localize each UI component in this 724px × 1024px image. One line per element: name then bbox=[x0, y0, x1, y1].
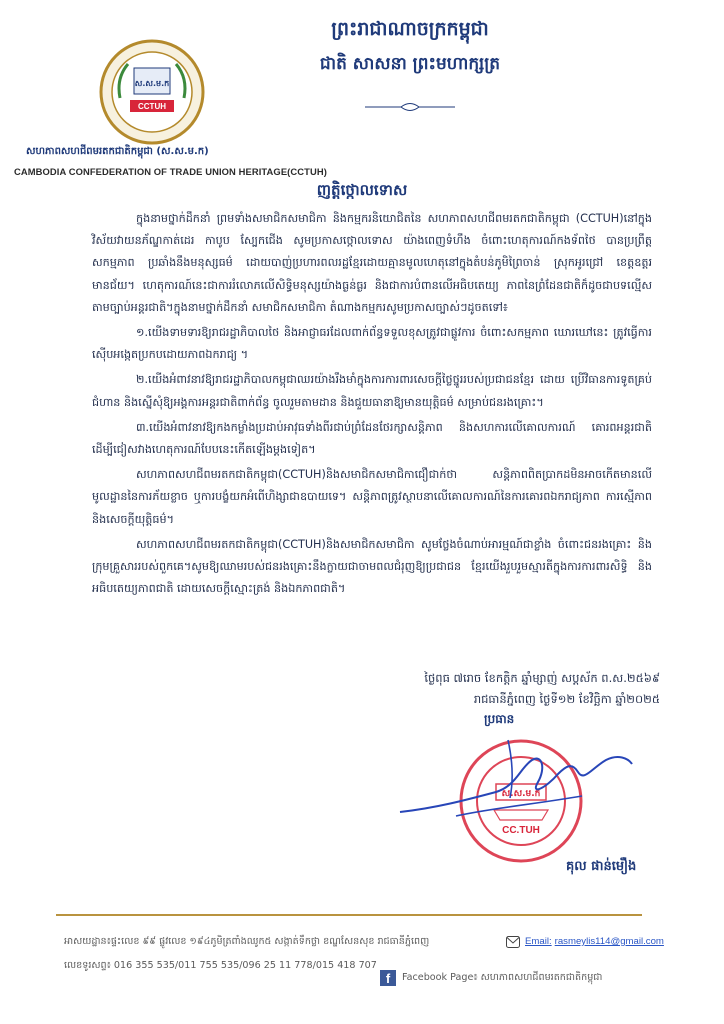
cctuh-logo-icon bbox=[98, 38, 206, 146]
email-link[interactable]: rasmeylis114@gmail.com bbox=[554, 936, 664, 947]
facebook-page-name: សហភាពសហជីពមរតកជាតិកម្ពុជា bbox=[480, 972, 603, 983]
paragraph-demand-1: ១.យើងទាមទារឱ្យរាជរដ្ឋាភិបាលថៃ និងអាជ្ញាធរដែលពាក់ព័ន្ធទទួលខុសត្រូវជាផ្លូវការ ចំពោះសកម្មភាព ឃោរឃៅនេះ ត្រូវធ្វើការស៊ើបអង្កេតប្រកបដោយភាពឯករាជ្យ ។ bbox=[92, 326, 652, 362]
stamp-center-text: ស.ស.ម.ក bbox=[501, 789, 541, 799]
lunar-date: ថ្ងៃពុធ ៧រោច ខែកត្តិក ឆ្នាំម្សាញ់ សប្តស័ក ព.ស.២៥៦៩ bbox=[424, 671, 660, 685]
email-label: Email: bbox=[525, 936, 552, 947]
stamp-bottom-text: CC.TUH bbox=[502, 825, 540, 836]
dateline bbox=[330, 668, 660, 710]
paragraph-belief: សហភាពសហជីពមរតកជាតិកម្ពុជា(CCTUH)និងសមាជិកសមាជិកាជឿជាក់ថា សន្តិភាពពិតប្រាកដមិនអាចកើតមានលើមូលដ្ឋាននៃការភ័យខ្លាច ឬការបង្ខំយកអំពើហិង្សាជាឧបាយទេ។ សន្តិភាពត្រូវស្ថាបនាលើគោលការណ៍នៃការគោរពឯករាជ្យភាព ការស្មើភាព និងសេចក្តីយុត្តិធម៌។ bbox=[92, 468, 652, 526]
paragraph-demand-2: ២.យើងអំពាវនាវឱ្យរាជរដ្ឋាភិបាលកម្ពុជាឈរយ៉ាងរឹងមាំក្នុងការការពារសេចក្តីថ្លៃថ្នូររបស់ប្រជាជនខ្មែរ ដោយ ប្រើវិធានការទូតគ្រប់ជំហាន និងស្នើសុំឱ្យអង្គការអន្តរជាតិពាក់ព័ន្ធ ចូលរួមតាមដាន និងជួយធានាឱ្យមានយុត្តិធម៌ សម្រាប់ជនរងគ្រោះ។ bbox=[92, 373, 652, 409]
footer-email-block bbox=[506, 930, 724, 954]
signer-name: គុល ផាន់មឿង bbox=[566, 859, 637, 874]
national-header bbox=[250, 14, 570, 114]
petition-body bbox=[92, 208, 652, 603]
facebook-label: Facebook Page៖ bbox=[402, 972, 478, 983]
footer-divider bbox=[56, 914, 642, 916]
signer-title: ប្រធាន bbox=[484, 712, 515, 726]
paragraph-condolence: សហភាពសហជីពមរតកជាតិកម្ពុជា(CCTUH)និងសមាជិកសមាជិកា សូមថ្លែងចំណាប់អារម្មណ៍ជាខ្លាំង ចំពោះជនរងគ្រោះ និងក្រុមគ្រួសាររបស់ពួកគេ។សូមឱ្យឈាមរបស់ជនរងគ្រោះនឹងក្លាយជាចាមពលជំរុញឱ្យប្រជាជន ខ្មែរយើងរួបរួមស្មារតីក្នុងការការពារសិទ្ធិ និងអធិបតេយ្យភាពជាតិ ដោយសេចក្តីស្មោះត្រង់ និងឯកភាពជាតិ។ bbox=[92, 537, 652, 596]
national-motto: ជាតិ សាសនា ព្រះមហាក្សត្រ bbox=[319, 54, 501, 74]
svg-text:ស.ស.ម.ក: ស.ស.ម.ក bbox=[134, 79, 170, 88]
facebook-icon: f bbox=[380, 970, 396, 986]
paragraph-intro: ក្នុងនាមថ្នាក់ដឹកនាំ ព្រមទាំងសមាជិកសមាជិកា និងកម្មករនិយោជិតនៃ សហភាពសហជីពមរតកជាតិកម្ពុជា (CCTUH)នៅក្នុង វិស័យវាយនភ័ណ្ឌកាត់ដេរ កាបូប ស្បែកជើង សូមប្រកាសថ្កោលទោស យ៉ាងពេញទំហឹង ចំពោះហេតុការណ៍កងទ័ពថៃ បានប្រព្រឹត្តសកម្មភាព ប្រឆាំងនឹងមនុស្សធម៌ ដោយបាញ់ប្រហារពលរដ្ឋខ្មែរដោយគ្មានមូលហេតុនៅក្នុងតំបន់ភូមិព្រៃចាន់ ស្រុកអូរជ្រៅ ខេត្តឧត្តរមានជ័យ។ ហេតុការណ៍នេះជាការរំលោភលើសិទ្ធិមនុស្សយ៉ាងធ្ងន់ធ្ងរ និងជាការបំពានលើអធិបតេយ្យ ភាពនៃព្រំដែនជាតិក៏ដូចជាបទល្មើសតាមច្បាប់អន្តរជាតិ។ក្នុងនាមថ្នាក់ដឹកនាំ សមាជិកសមាជិកា តំណាងកម្មករសូមប្រកាសច្បាស់ៗដូចតទៅ៖ bbox=[92, 212, 652, 314]
organization-name-en: CAMBODIA CONFEDERATION OF TRADE UNION HERITAGE(CCTUH) bbox=[14, 166, 327, 177]
ornament-divider-icon bbox=[365, 100, 455, 114]
facebook-page[interactable] bbox=[402, 971, 602, 985]
svg-text:CCTUH: CCTUH bbox=[138, 102, 166, 111]
footer-address: អាសយដ្ឋាន៖ផ្ទះលេខ ៩៩ ផ្លូវលេខ ១៩៤ភូមិត្រពាំងឈូក៥ សង្កាត់ទឹកថ្លា ខណ្ឌសែនសុខ រាជធានីភ្នំពេញ bbox=[64, 936, 430, 947]
solar-date: រាជធានីភ្នំពេញ ថ្ងៃទី១២ ខែវិច្ឆិកា ឆ្នាំ២០២៥ bbox=[473, 692, 660, 706]
organization-name-kh: សហភាពសហជីពមរតកជាតិកម្ពុជា (ស.ស.ម.ក) bbox=[26, 146, 209, 157]
kingdom-title: ព្រះរាជាណាចក្រកម្ពុជា bbox=[331, 18, 489, 40]
paragraph-demand-3: ៣.យើងអំពាវនាវឱ្យកងកម្លាំងប្រដាប់អាវុធទាំងពីរជាប់ព្រំដែនថែរក្សាសន្តិភាព និងសហការលើគោលការណ៍ គោរពអន្តរជាតិ ដើម្បីជៀសវាងហេតុការណ៍បែបនេះកើតឡើងម្តងទៀត។ bbox=[92, 420, 652, 457]
handwritten-signature-icon bbox=[396, 738, 636, 842]
document-title: ញត្តិថ្កោលទោស bbox=[316, 181, 408, 199]
mail-icon bbox=[506, 936, 520, 948]
footer-phones: លេខទូរសព្ទ៖ 016 355 535/011 755 535/096 25 11 778/015 418 707 bbox=[64, 960, 377, 971]
